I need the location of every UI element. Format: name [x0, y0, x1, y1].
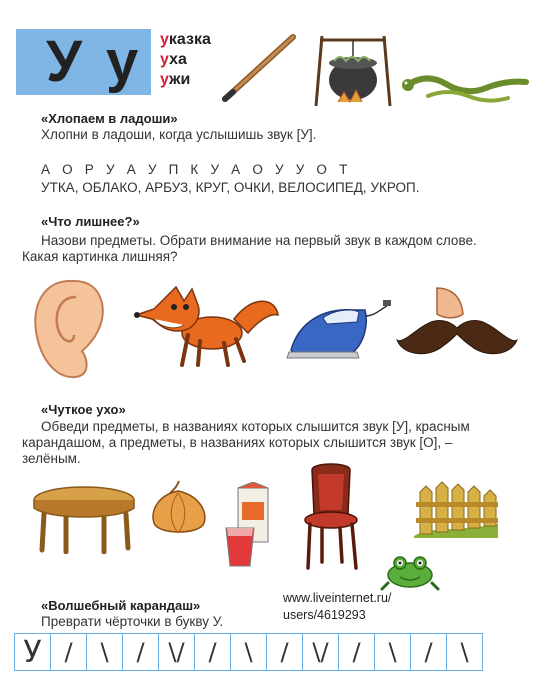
writing-practice-strip [14, 633, 483, 671]
strip-cell: / [123, 634, 159, 670]
strip-cell: \ [375, 634, 411, 670]
iron-illustration [283, 296, 395, 362]
word-sequence: УТКА, ОБЛАКО, АРБУЗ, КРУГ, ОЧКИ, ВЕЛОСИПЕД, УКРОП. [41, 180, 420, 195]
frog-illustration [380, 553, 440, 591]
section-magic-pencil-title: «Волшебный карандаш» [41, 598, 201, 613]
watermark-url: www.liveinternet.ru/ users/4619293 [283, 591, 392, 622]
strip-cell: \/ [159, 634, 195, 670]
word-fish-soup: уха [160, 51, 187, 68]
pointer-stick-illustration [215, 33, 297, 105]
onion-illustration [148, 477, 210, 539]
juice-box-and-glass-illustration [224, 482, 274, 568]
strip-cell: У [15, 634, 51, 670]
strip-cell: / [339, 634, 375, 670]
word-pointer: указка [160, 31, 211, 48]
fox-illustration [130, 285, 280, 369]
section-keen-ear-line3: зелёным. [22, 451, 81, 466]
mustache-illustration [393, 284, 523, 360]
strip-cell: \ [87, 634, 123, 670]
strip-cell: \/ [303, 634, 339, 670]
section-odd-one-line1: Назови предметы. Обрати внимание на первый звук в каждом слове. [41, 233, 477, 248]
snakes-illustration [398, 68, 530, 104]
section-odd-one-line2: Какая картинка лишняя? [22, 249, 178, 264]
strip-cell: \ [447, 634, 483, 670]
letter-header-box [16, 29, 151, 95]
strip-cell: / [195, 634, 231, 670]
section-clap-title: «Хлопаем в ладоши» [41, 111, 178, 126]
chair-illustration [302, 462, 360, 572]
fence-illustration [412, 478, 500, 540]
section-keen-ear-title: «Чуткое ухо» [41, 402, 126, 417]
letter-upper: У [46, 29, 83, 94]
example-words [160, 30, 211, 90]
strip-cell: / [411, 634, 447, 670]
ear-illustration [30, 275, 112, 383]
section-magic-pencil-instructions: Преврати чёрточки в букву У. [41, 614, 224, 629]
letter-sequence: А О Р У А У П К У А О У У О Т [41, 162, 352, 177]
pot-of-soup-illustration [312, 28, 394, 108]
strip-cell: / [51, 634, 87, 670]
table-illustration [30, 484, 138, 554]
section-keen-ear-line1: Обведи предметы, в названиях которых слышится звук [У], красным [41, 419, 470, 434]
strip-cell: / [267, 634, 303, 670]
section-clap-instructions: Хлопни в ладоши, когда услышишь звук [У]. [41, 127, 317, 142]
letter-lower: у [106, 29, 139, 94]
section-keen-ear-line2: карандашом, а предметы, в названиях которых слышится звук [О], – [22, 435, 453, 450]
word-snakes: ужи [160, 71, 191, 88]
section-odd-one-title: «Что лишнее?» [41, 214, 140, 229]
strip-cell: \ [231, 634, 267, 670]
